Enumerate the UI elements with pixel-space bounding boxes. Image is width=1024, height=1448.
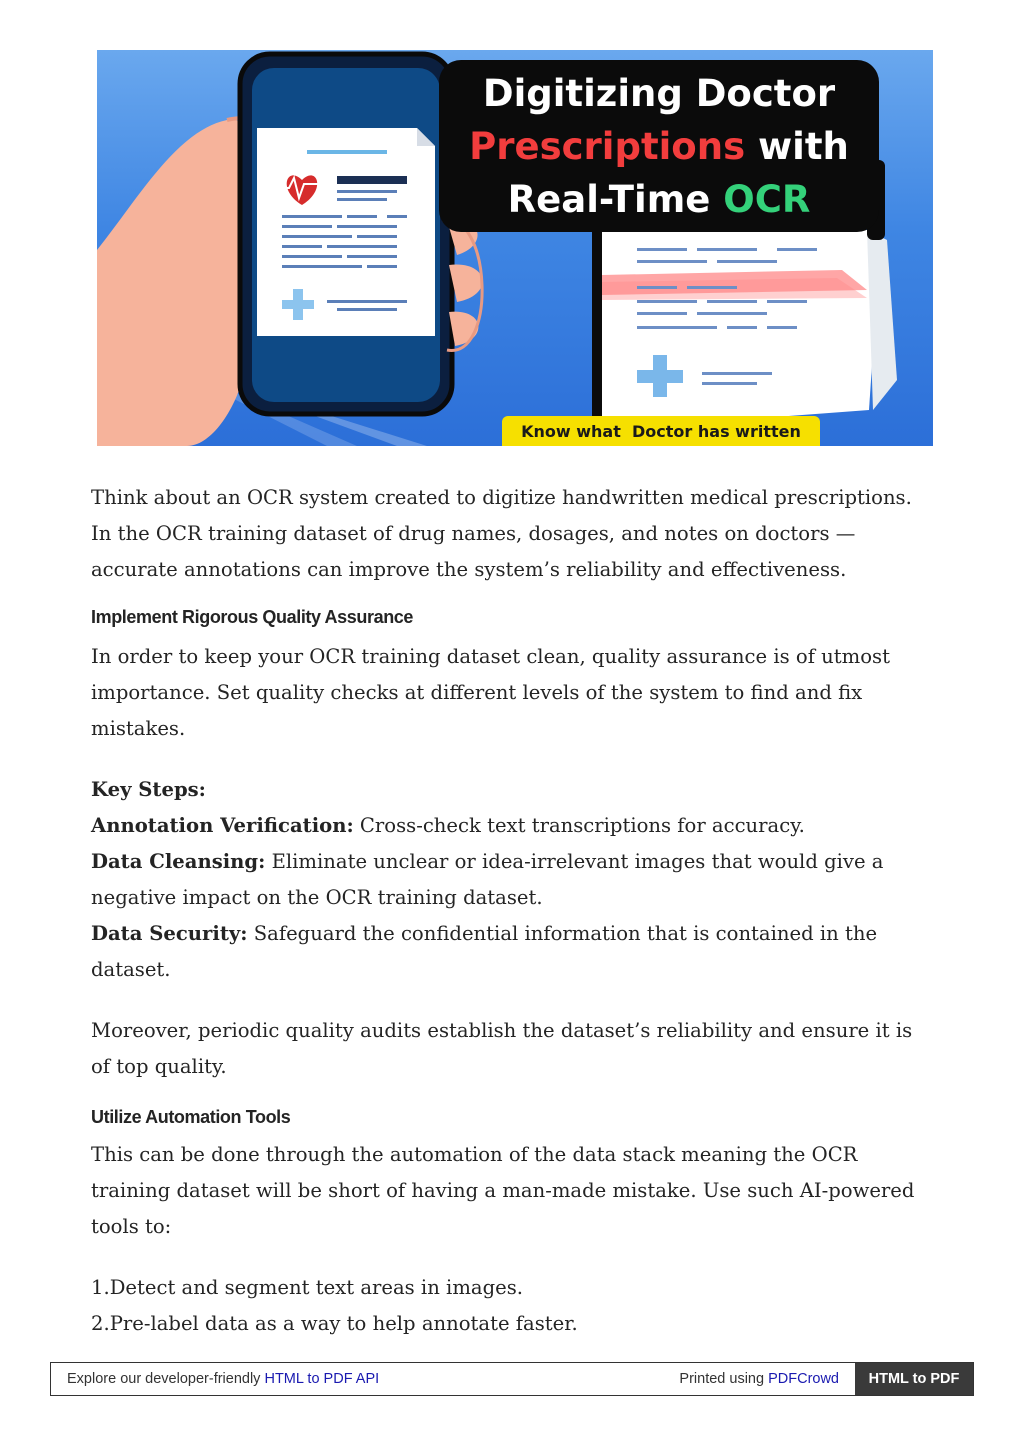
tools-list [91,1270,937,1342]
hero-title [439,60,879,232]
step-text: Safeguard the confidential information that is contained in the dataset. [91,922,878,981]
intro-paragraph: Think about an OCR system created to digitize handwritten medical prescriptions. In the OCR training dataset of drug names, dosages, and notes on doctors — accurate annotations can improve the system’s reliability and effectiveness. [91,486,912,581]
step-item [91,916,937,988]
hero-image [97,50,933,446]
heading-automation-tools: Utilize Automation Tools [91,1107,291,1127]
step-text: Eliminate unclear or idea-irrelevant images that would give a negative impact on the OCR training dataset. [91,850,884,909]
hero-title-line-3 [508,173,811,226]
step-label: Data Cleansing: [91,850,266,873]
heading-quality-assurance: Implement Rigorous Quality Assurance [91,607,414,627]
hero-title-realtime: Real-Time [507,177,724,221]
step-text: Cross-check text transcriptions for accuracy. [353,814,805,837]
list-item: 2.Pre-label data as a way to help annotate faster. [91,1312,578,1335]
hero-title-red: Prescriptions [469,124,746,168]
key-steps [91,772,937,988]
article-body [91,480,937,1342]
key-steps-title: Key Steps: [91,778,206,801]
quality-paragraph: In order to keep your OCR training dataset clean, quality assurance is of utmost importance. Set quality checks at different levels of the system to find and fix mistakes. [91,645,890,740]
step-label: Data Security: [91,922,248,945]
html-to-pdf-button[interactable]: HTML to PDF [855,1363,973,1395]
hero-title-line-1: Digitizing Doctor [482,71,836,115]
list-item: 1.Detect and segment text areas in images. [91,1276,524,1299]
automation-paragraph: This can be done through the automation of the data stack meaning the OCR training dataset will be short of having a man-made mistake. Use such AI-powered tools to: [91,1143,915,1238]
footer-printed [679,1363,839,1395]
pdf-footer-bar [50,1362,974,1396]
footer-printed-text: Printed using [679,1371,769,1387]
html-to-pdf-api-link[interactable]: HTML to PDF API [264,1371,380,1387]
pdfcrowd-link[interactable]: PDFCrowd [768,1371,839,1387]
step-item [91,844,937,916]
footer-explore [67,1363,379,1395]
hero-title-green: OCR [723,177,811,221]
hero-title-with: with [745,124,849,168]
footer-explore-text: Explore our developer-friendly [67,1371,265,1387]
audits-paragraph: Moreover, periodic quality audits establish the dataset’s reliability and ensure it is of top quality. [91,1019,913,1078]
step-item [91,808,937,844]
hero-tag: Know what Doctor has written [502,416,820,446]
hero-title-line-2 [469,120,849,173]
step-label: Annotation Verification: [91,814,354,837]
